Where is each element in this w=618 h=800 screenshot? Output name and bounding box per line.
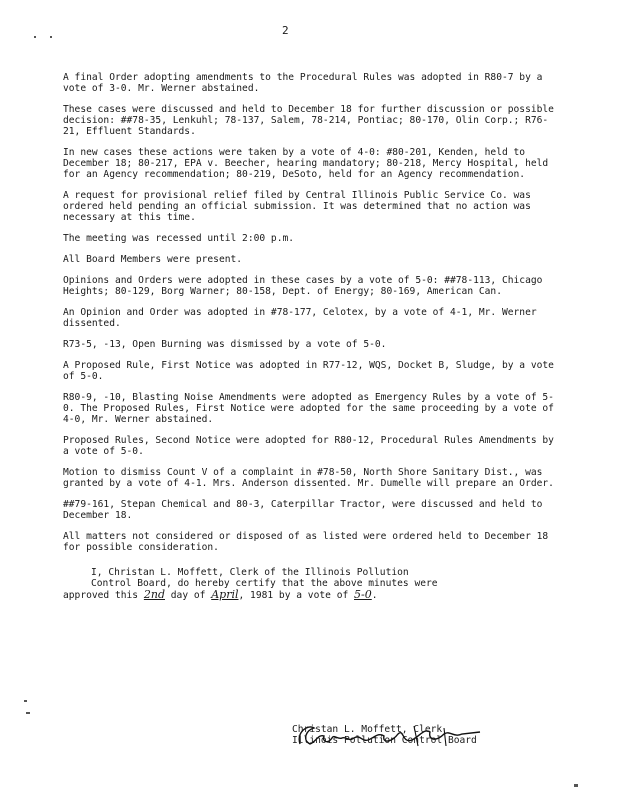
handwritten-vote: 5-0: [354, 588, 372, 601]
approved-prefix: approved this: [63, 590, 139, 601]
clerk-name: Christan L. Moffett, Clerk: [292, 724, 443, 735]
day-word: day of: [170, 590, 206, 601]
paragraph: An Opinion and Order was adopted in #78-177, Celotex, by a vote of 4-1, Mr. Werner dissented.: [63, 307, 537, 329]
certification-line-2: Control Board, do hereby certify that the above minutes were: [91, 578, 438, 589]
paragraph: A Proposed Rule, First Notice was adopted in R77-12, WQS, Docket B, Sludge, by a vote of 5-0.: [63, 360, 554, 382]
board-name: Illinois Pollution Control Board: [292, 735, 477, 746]
scan-speck: [34, 36, 36, 38]
paragraph: ##79-161, Stepan Chemical and 80-3, Caterpillar Tractor, were discussed and held to December 18.: [63, 499, 543, 521]
signature-block: [292, 724, 532, 746]
page-number: 2: [282, 24, 289, 37]
paragraph: Motion to dismiss Count V of a complaint in #78-50, North Shore Sanitary Dist., was granted by a vote of 4-1. Mrs. Anderson dissented. Mr. Dumelle will prepare an Order.: [63, 467, 554, 489]
year-text: , 1981 by a vote of: [238, 590, 349, 601]
certification-statement: [63, 567, 563, 601]
scan-speck: [50, 36, 52, 38]
paragraph: All matters not considered or disposed of as listed were ordered held to December 18 for possible consideration.: [63, 531, 549, 553]
paragraph: In new cases these actions were taken by a vote of 4-0: #80-201, Kenden, held to December 18; 80-217, EPA v. Beecher, hearing mandatory; 80-218, Mercy Hospital, held for an Agency recommendation; 80-219, DeSoto, held for an Agency recommendation.: [63, 147, 549, 180]
minutes-body: [63, 72, 563, 601]
paragraph: The meeting was recessed until 2:00 p.m.: [63, 233, 295, 244]
scan-speck: [26, 712, 30, 714]
certification-line-3: [63, 589, 563, 601]
paragraph: Opinions and Orders were adopted in these cases by a vote of 5-0: ##78-113, Chicago Heights; 80-129, Borg Warner; 80-158, Dept. of Energy; 80-169, American Can.: [63, 275, 543, 297]
certification-line-1: I, Christan L. Moffett, Clerk of the Illinois Pollution: [91, 567, 409, 578]
paragraph: All Board Members were present.: [63, 254, 243, 265]
paragraph: A request for provisional relief filed by Central Illinois Public Service Co. was ordered held pending an official submission. It was determined that no action was necessary at this time.: [63, 190, 531, 223]
paragraph: Proposed Rules, Second Notice were adopted for R80-12, Procedural Rules Amendments by a vote of 5-0.: [63, 435, 554, 457]
handwritten-month: April: [211, 588, 239, 601]
handwritten-day: 2nd: [143, 588, 165, 601]
paragraph: These cases were discussed and held to December 18 for further discussion or possible decision: ##78-35, Lenkuhl; 78-137, Salem, 78-214, Pontiac; 80-170, Olin Corp.; R76-21, Effluent Standards.: [63, 104, 554, 137]
paragraph: R73-5, -13, Open Burning was dismissed by a vote of 5-0.: [63, 339, 387, 350]
paragraph: A final Order adopting amendments to the Procedural Rules was adopted in R80-7 by a vote of 3-0. Mr. Werner abstained.: [63, 72, 543, 94]
scan-speck: [574, 784, 578, 787]
certification-end: .: [371, 590, 378, 601]
scan-speck: [24, 700, 27, 702]
paragraph: R80-9, -10, Blasting Noise Amendments were adopted as Emergency Rules by a vote of 5-0. The Proposed Rules, First Notice were adopted for the same proceeding by a vote of 4-0, Mr. Werner abstained.: [63, 392, 554, 425]
